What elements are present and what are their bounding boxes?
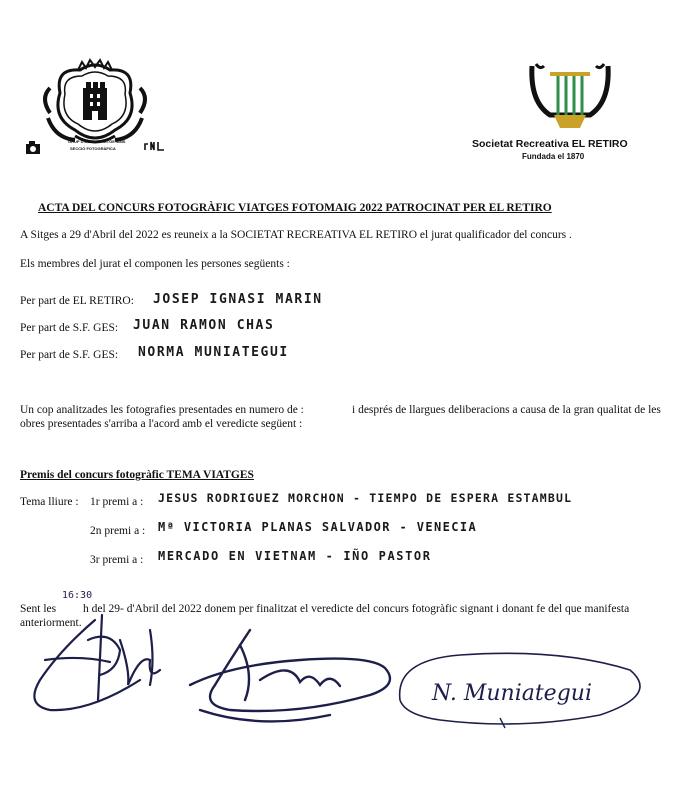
prize-label-3: 3r premi a :: [90, 554, 144, 566]
prize-value-3: MERCADO EN VIETNAM - IÑO PASTOR: [158, 549, 432, 563]
intro-text: A Sitges a 29 d'Abril del 2022 es reuneix a la SOCIETAT RECREATIVA EL RETIRO el jurat qualificador del concurs .: [20, 229, 572, 241]
jury-name-2: JUAN RAMON CHAS: [133, 318, 275, 333]
left-logo-text-2: SECCIÓ FOTOGRÀFICA: [70, 146, 116, 151]
signature-marin: [34, 615, 160, 710]
signature-text: N. Muniategui: [432, 681, 592, 706]
prizes-heading: Premis del concurs fotogràfic TEMA VIATGES: [20, 469, 254, 481]
left-logo-text-1: GRUP D'ESTUDIS SITGETANS: [68, 139, 126, 144]
prize-label-2: 2n premi a :: [90, 525, 146, 537]
jury-label-2: Per part de S.F. GES:: [20, 322, 119, 334]
analysis-left: Un cop analitzades les fotografies presentades en numero de :: [20, 404, 304, 416]
jury-label-1: Per part de EL RETIRO:: [20, 295, 134, 307]
club-founded: Fundada el 1870: [522, 152, 585, 161]
signature-chas: [190, 630, 390, 721]
jury-intro: Els membres del jurat el componen les persones següents :: [20, 258, 290, 270]
closing-line2: anteriorment.: [20, 617, 82, 629]
closing-part2: h del 29- d'Abril del 2022 donem per finalitzat el veredicte del concurs fotogràfic signant i donant fe del que manifesta: [83, 603, 630, 615]
closing-time: 16:30: [62, 590, 93, 601]
closing-part1: Sent les: [20, 603, 57, 615]
theme-label: Tema lliure :: [20, 496, 79, 508]
jury-name-1: JOSEP IGNASI MARIN: [153, 292, 323, 307]
left-logo: [20, 58, 170, 168]
lyre-icon: [470, 60, 670, 135]
signature-muniategui: [400, 653, 640, 728]
prize-label-1: 1r premi a :: [90, 496, 144, 508]
analysis-line2: obres presentades s'arriba a l'acord amb el veredicte següent :: [20, 418, 303, 430]
jury-name-3: NORMA MUNIATEGUI: [138, 345, 289, 360]
prize-value-2: Mª VICTORIA PLANAS SALVADOR - VENECIA: [158, 520, 478, 534]
right-logo: [470, 60, 670, 170]
signatures: [0, 600, 691, 800]
document-title: ACTA DEL CONCURS FOTOGRÀFIC VIATGES FOTOMAIG 2022 PATROCINAT PER EL RETIRO: [38, 202, 552, 214]
jury-label-3: Per part de S.F. GES:: [20, 349, 119, 361]
club-name: Societat Recreativa EL RETIRO: [472, 138, 628, 150]
prize-value-1: JESUS RODRIGUEZ MORCHON - TIEMPO DE ESPERA ESTAMBUL: [158, 491, 573, 505]
analysis-right: i després de llargues deliberacions a causa de la gran qualitat de les: [352, 404, 661, 416]
